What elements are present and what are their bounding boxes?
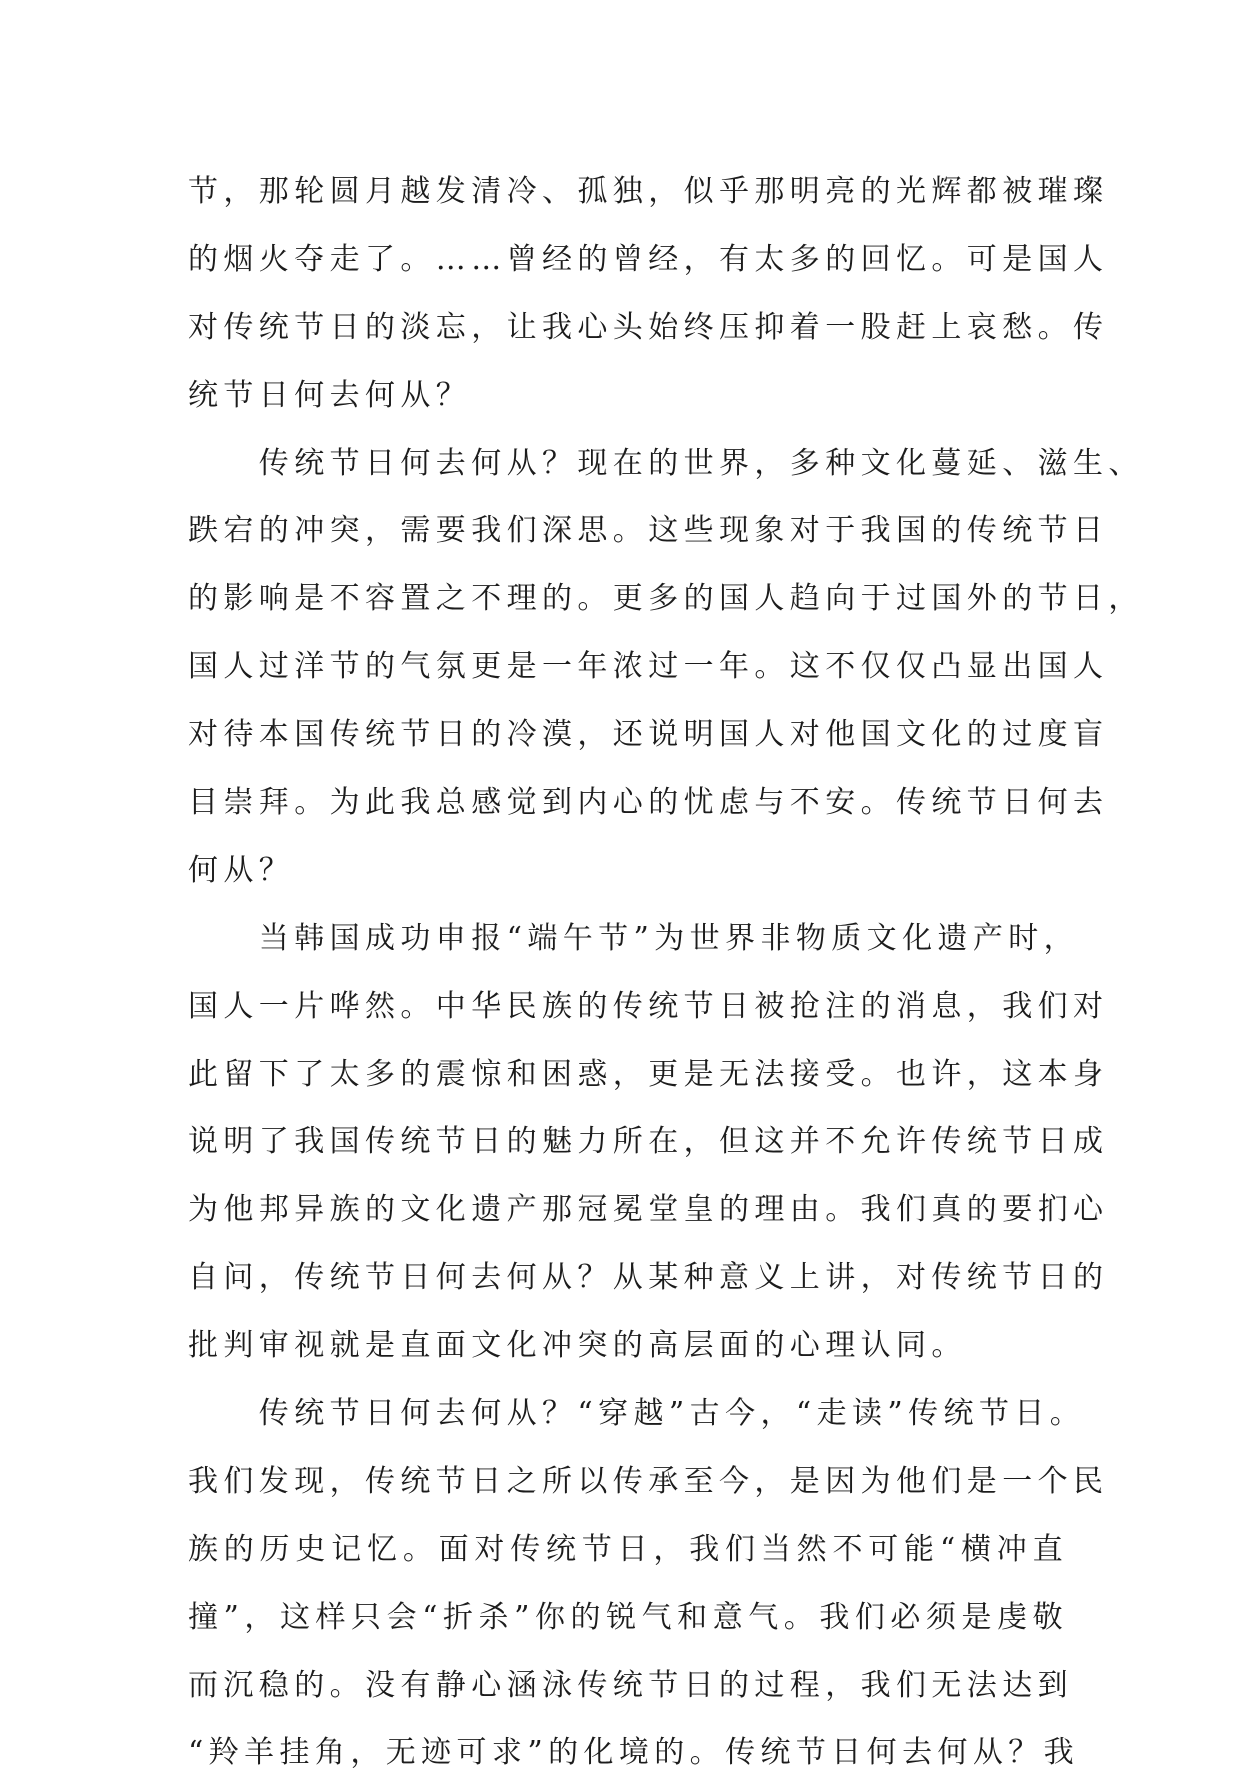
text-line: 国人过洋节的气氛更是一年浓过一年。这不仅仅凸显出国人 [188, 649, 1109, 685]
text-line: 当韩国成功申报“端午节”为世界非物质文化遗产时， [188, 920, 1080, 956]
text-line: 自问，传统节日何去何从？从某种意义上讲，对传统节日的 [188, 1260, 1109, 1296]
text-line: “羚羊挂角，无迹可求”的化境的。传统节日何去何从？我 [188, 1735, 1080, 1771]
text-line: 何从？ [188, 852, 295, 888]
text-line: 而沉稳的。没有静心涵泳传统节日的过程，我们无法达到 [188, 1667, 1073, 1703]
document-body [188, 158, 1144, 1787]
text-line: 目崇拜。为此我总感觉到内心的忧虑与不安。传统节日何去 [188, 785, 1109, 821]
text-line: 的影响是不容置之不理的。更多的国人趋向于过国外的节日， [188, 581, 1144, 617]
text-line: 跌宕的冲突，需要我们深思。这些现象对于我国的传统节日 [188, 513, 1109, 549]
text-line: 传统节日何去何从？现在的世界，多种文化蔓延、滋生、 [188, 445, 1144, 481]
text-line: 我们发现，传统节日之所以传承至今，是因为他们是一个民 [188, 1463, 1109, 1499]
text-line: 此留下了太多的震惊和困惑，更是无法接受。也许，这本身 [188, 1056, 1109, 1092]
text-line: 的烟火夺走了。……曾经的曾经，有太多的回忆。可是国人 [188, 241, 1109, 277]
text-line: 批判审视就是直面文化冲突的高层面的心理认同。 [188, 1328, 967, 1364]
text-line: 撞”，这样只会“折杀”你的锐气和意气。我们必须是虔敬 [188, 1599, 1068, 1635]
text-line: 节，那轮圆月越发清冷、孤独，似乎那明亮的光辉都被璀璨 [188, 174, 1109, 209]
text-line: 传统节日何去何从？“穿越”古今，“走读”传统节日。 [188, 1396, 1086, 1432]
text-line: 对传统节日的淡忘，让我心头始终压抑着一股赶上哀愁。传 [188, 309, 1109, 345]
text-line: 为他邦异族的文化遗产那冠冕堂皇的理由。我们真的要扪心 [188, 1192, 1109, 1228]
text-line: 族的历史记忆。面对传统节日，我们当然不可能“横冲直 [188, 1531, 1068, 1567]
text-line: 国人一片哗然。中华民族的传统节日被抢注的消息，我们对 [188, 988, 1109, 1024]
text-line: 说明了我国传统节日的魅力所在，但这并不允许传统节日成 [188, 1124, 1109, 1160]
text-line: 统节日何去何从？ [188, 377, 472, 413]
text-line: 对待本国传统节日的冷漠，还说明国人对他国文化的过度盲 [188, 717, 1109, 753]
